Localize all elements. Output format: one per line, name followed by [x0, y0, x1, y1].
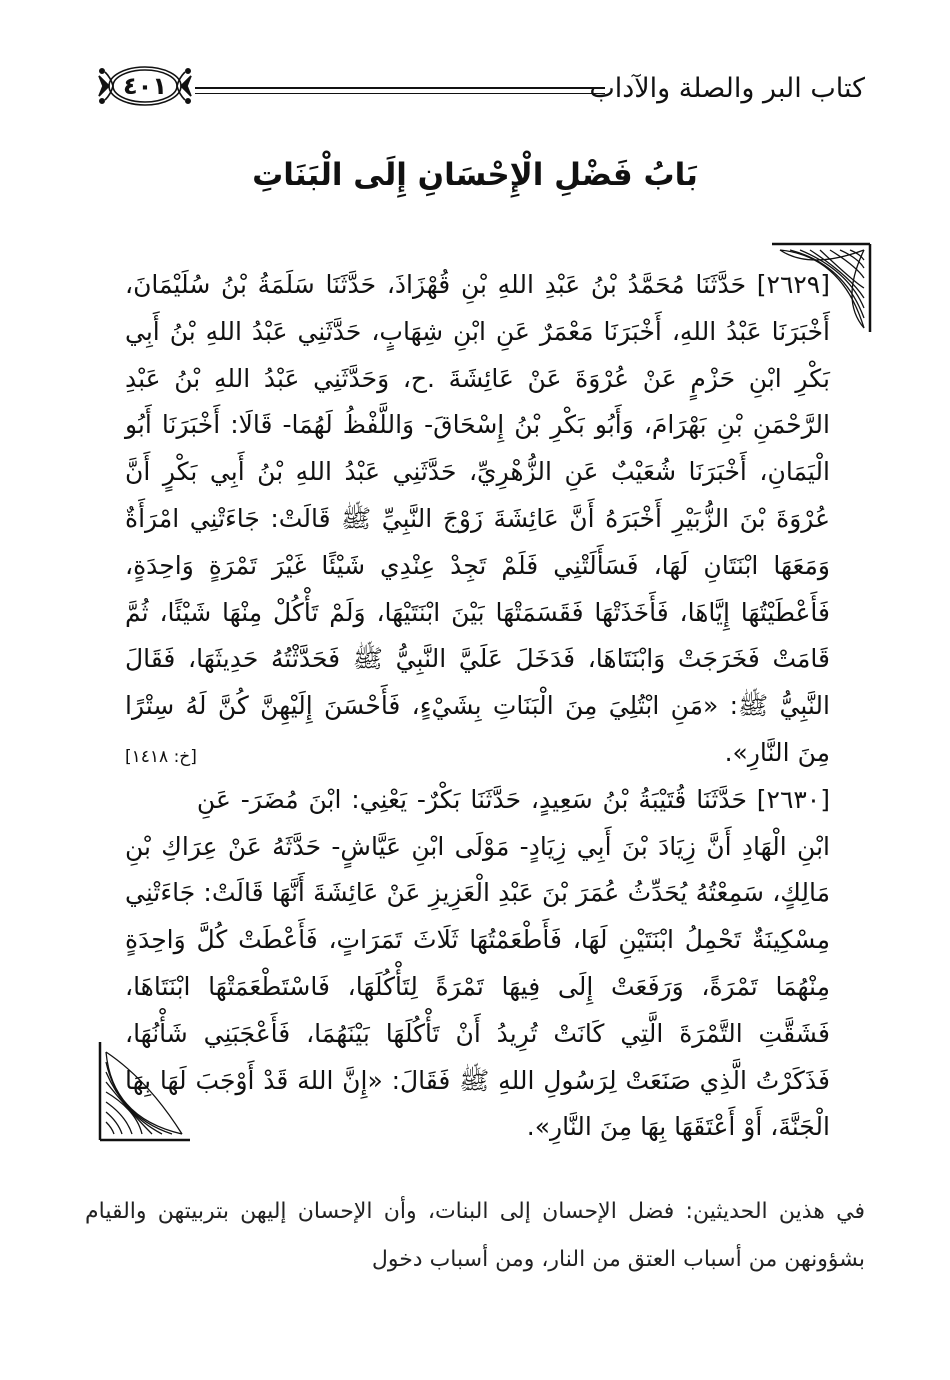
running-header-title: كتاب البر والصلة والآداب — [589, 73, 865, 104]
hadith-text: [٢٦٣٠] حَدَّثَنَا قُتَيْبَةُ بْنُ سَعِيدٍ، حَدَّثَنَا بَكْرٌ- يَعْنِي: ابْنَ مُضَرَ- عَنِ ابْنِ الْهَادِ أَنَّ زِيَادَ بْنَ أَبِي زِيَادٍ- مَوْلَى ابْنِ عَيَّاشٍ- حَدَّثَهُ عَنْ عِرَاكِ بْنِ مَالِكٍ، سَمِعْتُهُ يُحَدِّثُ عُمَرَ بْنَ عَبْدِ الْعَزِيزِ عَنْ عَائِشَةَ أَنَّهَا قَالَتْ: جَاءَتْنِي مِسْكِينَةٌ تَحْمِلُ ابْنَتَيْنِ لَهَا، فَأَطْعَمْتُهَا ثَلَاثَ تَمَرَاتٍ، فَأَعْطَتْ كُلَّ وَاحِدَةٍ مِنْهُمَا تَمْرَةً، وَرَفَعَتْ إِلَى فِيهَا تَمْرَةً لِتَأْكُلَهَا، فَاسْتَطْعَمَتْهَا ابْنَتَاهَا، فَشَقَّتِ التَّمْرَةَ الَّتِي كَانَتْ تُرِيدُ أَنْ تَأْكُلَهَا بَيْنَهُمَا، فَأَعْجَبَنِي شَأْنُهَا، فَذَكَرْتُ الَّذِي صَنَعَتْ لِرَسُولِ اللهِ ﷺ فَقَالَ: «إِنَّ اللهَ قَدْ أَوْجَبَ لَهَا بِهَا الْجَنَّةَ، أَوْ أَعْتَقَهَا بِهَا مِنَ النَّارِ». — [125, 784, 830, 1142]
hadith-text-block — [125, 262, 830, 1151]
chapter-title: بَابُ فَضْلِ الْإِحْسَانِ إِلَى الْبَنَاتِ — [252, 157, 698, 193]
page-number: ٤٠١ — [123, 72, 167, 100]
hadith-text: [٢٦٢٩] حَدَّثَنَا مُحَمَّدُ بْنُ عَبْدِ اللهِ بْنِ قُهْزَاذَ، حَدَّثَنَا سَلَمَةُ بْنُ سُلَيْمَانَ، أَخْبَرَنَا عَبْدُ اللهِ، أَخْبَرَنَا مَعْمَرٌ عَنِ ابْنِ شِهَابٍ، حَدَّثَنِي عَبْدُ اللهِ بْنُ أَبِي بَكْرِ ابْنِ حَزْمٍ عَنْ عُرْوَةَ عَنْ عَائِشَةَ .ح، وَحَدَّثَنِي عَبْدُ اللهِ بْنُ عَبْدِ الرَّحْمَنِ بْنِ بَهْرَامَ، وَأَبُو بَكْرِ بْنُ إِسْحَاقَ- وَاللَّفْظُ لَهُمَا- قَالَا: أَخْبَرَنَا أَبُو الْيَمَانِ، أَخْبَرَنَا شُعَيْبٌ عَنِ الزُّهْرِيِّ، حَدَّثَنِي عَبْدُ اللهِ بْنُ أَبِي بَكْرٍ أَنَّ عُرْوَةَ بْنَ الزُّبَيْرِ أَخْبَرَهُ أَنَّ عَائِشَةَ زَوْجَ النَّبِيِّ ﷺ قَالَتْ: جَاءَتْنِي امْرَأَةٌ وَمَعَهَا ابْنَتَانِ لَهَا، فَسَأَلَتْنِي فَلَمْ تَجِدْ عِنْدِي شَيْئًا غَيْرَ تَمْرَةٍ وَاحِدَةٍ، فَأَعْطَيْتُهَا إِيَّاهَا، فَأَخَذَتْهَا فَقَسَمَتْهَا بَيْنَ ابْنَتَيْهَا، وَلَمْ تَأْكُلْ مِنْهَا شَيْئًا، ثُمَّ قَامَتْ فَخَرَجَتْ وَابْنَتَاهَا، فَدَخَلَ عَلَيَّ النَّبِيُّ ﷺ فَحَدَّثْتُهُ حَدِيثَهَا، فَقَالَ النَّبِيُّ ﷺ: «مَنِ ابْتُلِيَ مِنَ الْبَنَاتِ بِشَيْءٍ، فَأَحْسَنَ إِلَيْهِنَّ كُنَّ لَهُ سِتْرًا مِنَ النَّارِ». — [125, 270, 830, 767]
hadith-paragraph — [125, 262, 830, 777]
hadith-reference: [خ: ١٤١٨] — [125, 746, 197, 767]
hadith-paragraph — [125, 777, 830, 1151]
header-rule — [195, 87, 605, 94]
commentary-text: في هذين الحديثين: فضل الإحسان إلى البنات، وأن الإحسان إليهن بتربيتهن والقيام بشؤونهن من أسباب العتق من النار، ومن أسباب دخول — [85, 1199, 865, 1272]
